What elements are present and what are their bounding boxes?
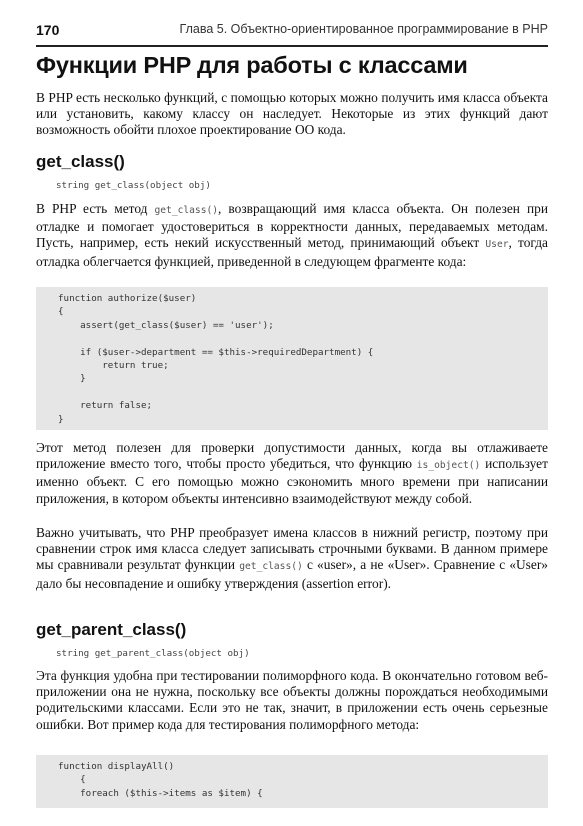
page-number: 170 [36,22,60,38]
get-parent-class-signature: string get_parent_class(object obj) [56,648,250,659]
get-class-paragraph-3: Важно учитывать, что PHP преобразует имена классов в нижний регистр, поэтому при сравнении строк имя класса следует записывать строчными буквами. В данном примере мы сравнивали результат функции get_class() с «user», а не «User». Сравнение с «User» дало бы несовпадение и ошибку утверждения (assertion error). [36,525,548,591]
code-text: function authorize($user) { assert(get_class($user) == 'user'); if ($user->department == $this->requiredDepartment) { return true; } return false; } [58,293,374,425]
get-class-signature: string get_class(object obj) [56,180,211,191]
running-header [36,22,548,44]
inline-code: is_object() [416,460,481,472]
inline-code: get_class() [154,205,219,216]
code-block-authorize [36,287,548,430]
header-rule [36,45,548,47]
get-class-paragraph-1: В PHP есть метод get_class(), возвращающий имя класса объекта. Он полезен при отладке и помогает удостовериться в корректности данных, передаваемых методам. Пусть, например, есть некий искусственный метод, принимающий объект User, тогда отладка облегчается функцией, приведенной в следующем фрагменте кода: [36,201,548,269]
get-class-heading: get_class() [36,152,125,171]
inline-code: get_class() [239,561,303,573]
intro-paragraph: В PHP есть несколько функций, с помощью которых можно получить имя класса объекта или установить, какому классу он наследует. Некоторые из этих функций дают возможность обойти плохое проектирование ОО кода. [36,90,548,138]
section-title: Функции PHP для работы с классами [36,52,468,78]
get-parent-class-heading: get_parent_class() [36,620,187,639]
code-block-display-all [36,755,548,808]
chapter-title: Глава 5. Объектно-ориентированное программирование в PHP [179,22,548,36]
get-class-paragraph-2: Этот метод полезен для проверки допустимости данных, когда вы отлаживаете приложение вместо того, чтобы просто убедиться, что функцию is_object() использует именно объект. С его помощью можно сэкономить много времени при написании приложения, в котором объекты интенсивно взаимодействуют между собой. [36,440,548,506]
inline-code: User [485,239,509,251]
code-text: function displayAll() { foreach ($this->items as $item) { [58,761,263,799]
get-parent-class-paragraph: Эта функция удобна при тестировании полиморфного кода. В окончательно готовом веб-приложении она не нужна, поскольку все объекты должны порождаться необходимыми родительскими классами. Если это не так, значит, в приложении есть очень серьезные ошибки. Вот пример кода для тестирования полиморфного метода: [36,668,548,732]
